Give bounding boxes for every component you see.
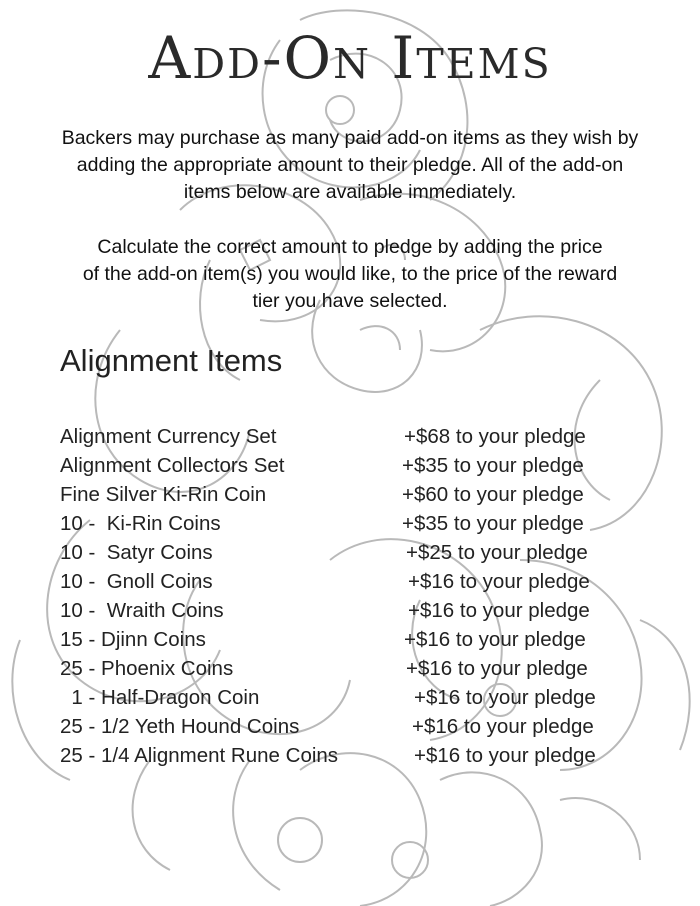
item-price: +$60 to your pledge [402, 483, 584, 506]
list-item [60, 686, 640, 715]
item-name: 25 - 1/4 Alignment Rune Coins [60, 744, 339, 767]
item-name: Alignment Currency Set [60, 425, 277, 448]
intro-line: Calculate the correct amount to pledge by adding the price [97, 236, 603, 258]
item-price: +$16 to your pledge [408, 570, 590, 593]
list-item [60, 715, 640, 744]
item-name: 10 - Gnoll Coins [60, 570, 213, 593]
list-item [60, 512, 640, 541]
item-price: +$35 to your pledge [402, 512, 584, 535]
list-item [60, 628, 640, 657]
item-price: +$35 to your pledge [402, 454, 584, 477]
item-name: 10 - Satyr Coins [60, 541, 213, 564]
section-title: Alignment Items [60, 343, 283, 378]
item-name: 25 - 1/2 Yeth Hound Coins [60, 715, 300, 738]
item-price: +$16 to your pledge [404, 628, 586, 651]
list-item [60, 425, 640, 454]
item-name: 10 - Wraith Coins [60, 599, 224, 622]
item-name: Fine Silver Ki-Rin Coin [60, 483, 267, 506]
list-item [60, 657, 640, 686]
item-name: 10 - Ki-Rin Coins [60, 512, 221, 535]
intro-line: of the add-on item(s) you would like, to the price of the reward [82, 263, 618, 285]
list-item [60, 483, 640, 512]
item-price: +$16 to your pledge [414, 744, 596, 767]
intro-paragraph-2 [0, 234, 700, 315]
item-name: Alignment Collectors Set [60, 454, 285, 477]
intro-paragraph-1 [0, 125, 700, 206]
list-item [60, 570, 640, 599]
list-item [60, 744, 640, 773]
intro-line: tier you have selected. [252, 290, 448, 312]
item-name: 1 - Half-Dragon Coin [60, 686, 260, 709]
intro-line: adding the appropriate amount to their pledge. All of the add-on [76, 154, 624, 176]
item-price: +$25 to your pledge [406, 541, 588, 564]
item-name: 15 - Djinn Coins [60, 628, 206, 651]
intro-line: items below are available immediately. [183, 181, 517, 203]
item-name: 25 - Phoenix Coins [60, 657, 234, 680]
item-price: +$16 to your pledge [406, 657, 588, 680]
page-title: Add-On Items [148, 24, 552, 92]
item-price: +$16 to your pledge [408, 599, 590, 622]
list-item [60, 599, 640, 628]
items-list [60, 425, 640, 773]
item-price: +$68 to your pledge [404, 425, 586, 448]
list-item [60, 454, 640, 483]
intro-line: Backers may purchase as many paid add-on items as they wish by [61, 127, 639, 149]
list-item [60, 541, 640, 570]
item-price: +$16 to your pledge [412, 715, 594, 738]
item-price: +$16 to your pledge [414, 686, 596, 709]
